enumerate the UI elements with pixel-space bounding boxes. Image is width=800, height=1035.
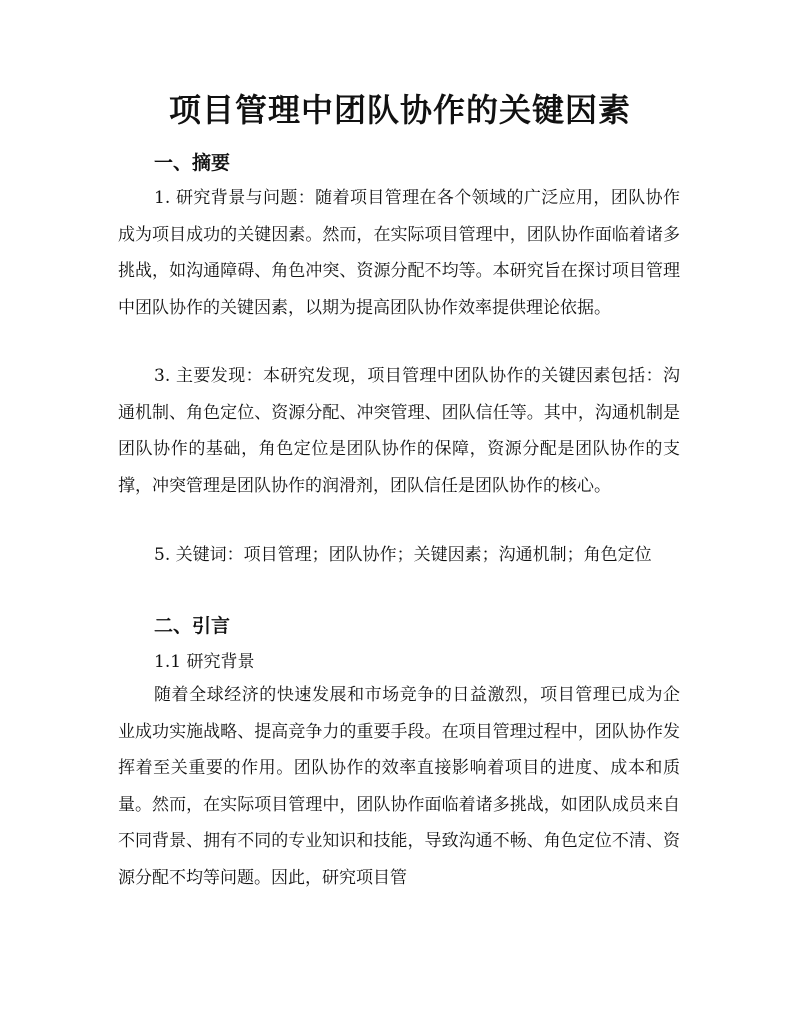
document-title: 项目管理中团队协作的关键因素 <box>168 91 631 129</box>
abstract-paragraph-findings: 3. 主要发现：本研究发现，项目管理中团队协作的关键因素包括：沟通机制、角色定位、资源分配、冲突管理、团队信任等。其中，沟通机制是团队协作的基础，角色定位是团队协作的保障，资源分配是团队协作的支撑，冲突管理是团队协作的润滑剂，团队信任是团队协作的核心。 <box>118 366 680 496</box>
abstract-paragraph-background: 1. 研究背景与问题：随着项目管理在各个领域的广泛应用，团队协作成为项目成功的关键因素。然而，在实际项目管理中，团队协作面临着诸多挑战，如沟通障碍、角色冲突、资源分配不均等。本研究旨在探讨项目管理中团队协作的关键因素，以期为提高团队协作效率提供理论依据。 <box>118 188 680 318</box>
abstract-paragraph-keywords: 5. 关键词：项目管理；团队协作；关键因素；沟通机制；角色定位 <box>154 545 652 565</box>
subsection-heading-background: 1.1 研究背景 <box>154 652 255 672</box>
introduction-paragraph: 随着全球经济的快速发展和市场竞争的日益激烈，项目管理已成为企业成功实施战略、提高竞争力的重要手段。在项目管理过程中，团队协作发挥着至关重要的作用。团队协作的效率直接影响着项目的进度、成本和质量。然而，在实际项目管理中，团队协作面临着诸多挑战，如团队成员来自不同背景、拥有不同的专业知识和技能，导致沟通不畅、角色定位不清、资源分配不均等问题。因此，研究项目管 <box>118 685 680 888</box>
section-heading-abstract: 一、摘要 <box>154 152 231 174</box>
section-heading-introduction: 二、引言 <box>154 615 231 637</box>
